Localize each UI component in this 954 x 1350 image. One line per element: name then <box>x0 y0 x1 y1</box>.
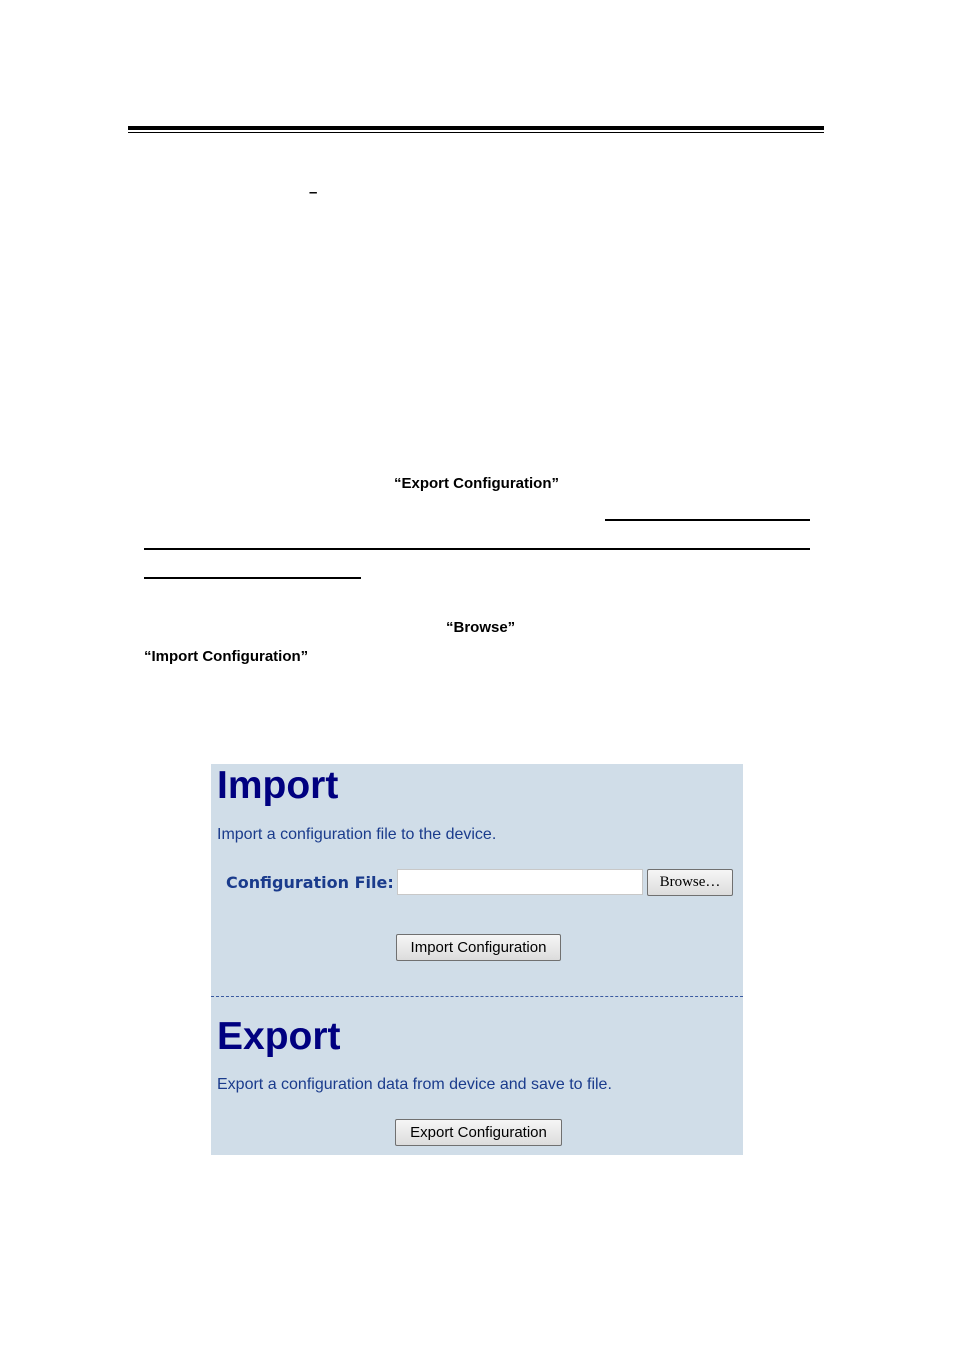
dash-mark: – <box>309 184 318 201</box>
import-configuration-button[interactable]: Import Configuration <box>396 934 561 961</box>
import-configuration-reference: “Import Configuration” <box>144 648 309 665</box>
config-panel <box>211 764 743 1155</box>
export-configuration-button[interactable]: Export Configuration <box>395 1119 562 1146</box>
browse-button[interactable]: Browse… <box>647 869 733 896</box>
browse-reference: “Browse” <box>446 619 516 636</box>
section-divider <box>211 996 743 997</box>
configuration-file-input[interactable] <box>397 869 643 895</box>
export-title: Export <box>217 1015 341 1058</box>
underline-3 <box>144 577 361 579</box>
underline-2 <box>144 548 810 550</box>
export-description: Export a configuration data from device and save to file. <box>217 1076 612 1093</box>
header-rule <box>128 126 824 130</box>
import-description: Import a configuration file to the device. <box>217 826 497 843</box>
import-title: Import <box>217 764 339 807</box>
export-configuration-reference: “Export Configuration” <box>394 475 559 492</box>
configuration-file-label: Configuration File: <box>226 873 394 892</box>
header-rule-thin <box>128 132 824 133</box>
underline-1 <box>605 519 810 521</box>
